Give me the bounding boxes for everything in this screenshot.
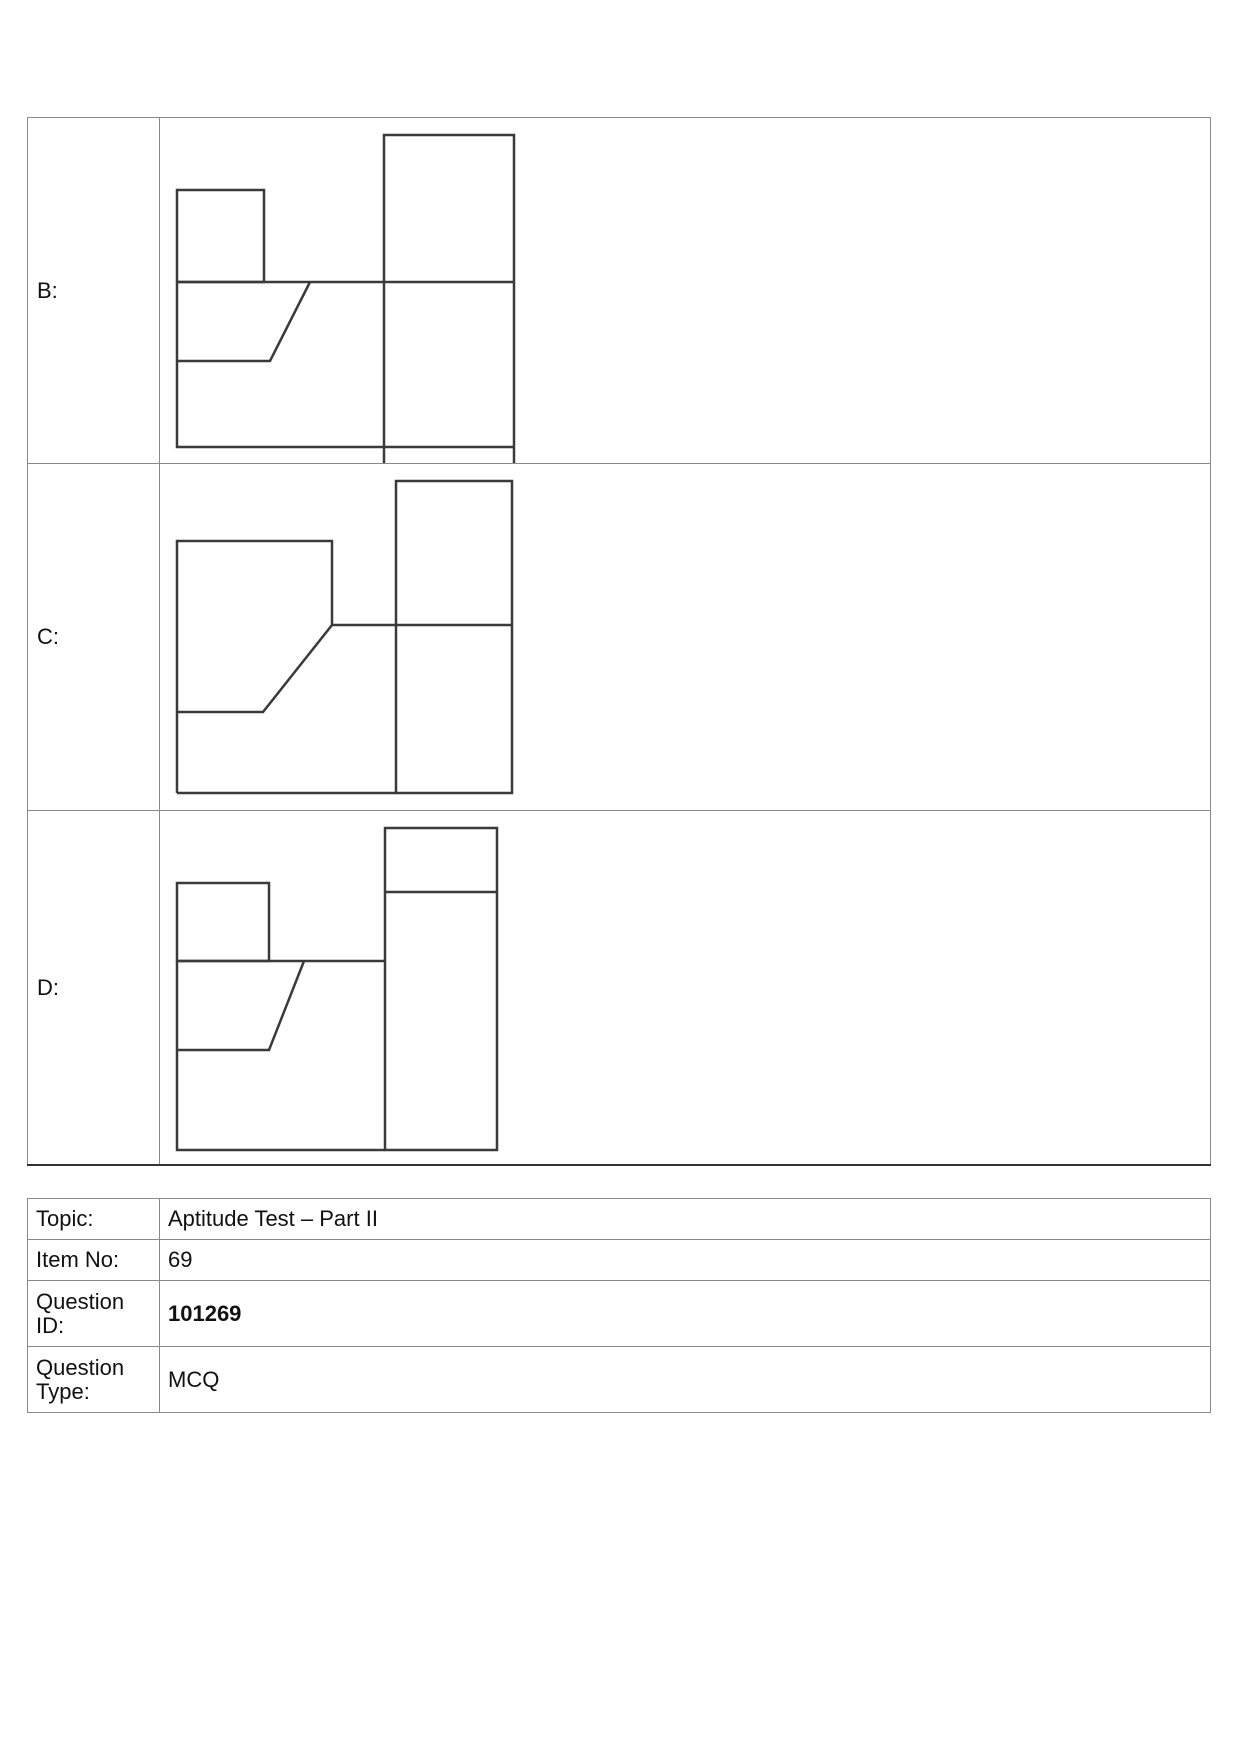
figure-c-tall-block [396,481,512,793]
option-label-b: B: [28,118,160,464]
figure-d-slanted-notch [177,961,304,1050]
question-type-label: Question Type: [28,1347,160,1413]
figure-b-slanted-notch [177,282,310,361]
figure-d-tall-block [385,828,497,1150]
figure-d-base-outline [177,961,385,1150]
topic-row [28,1199,1211,1240]
topic-value: Aptitude Test – Part II [160,1199,1211,1240]
figure-b-base-outline [177,282,514,447]
figure-b-small-block [177,190,264,282]
question-type-value: MCQ [160,1347,1211,1413]
question-id-row [28,1281,1211,1347]
figure-d-small-block [177,883,269,961]
option-figure-cell-d [160,811,1211,1166]
question-id-value: 101269 [160,1281,1211,1347]
question-type-row [28,1347,1211,1413]
option-figure-cell-b [160,118,1211,464]
figure-c-left-block [177,541,332,793]
option-label-d: D: [28,811,160,1166]
option-b-figure [160,118,560,463]
option-row-b[interactable] [28,118,1211,464]
item-no-value: 69 [160,1240,1211,1281]
option-d-figure [160,811,560,1164]
figure-b-tall-block [384,135,514,463]
topic-label: Topic: [28,1199,160,1240]
item-no-row [28,1240,1211,1281]
question-id-label: Question ID: [28,1281,160,1347]
figure-c-slanted-notch [177,625,332,712]
item-no-label: Item No: [28,1240,160,1281]
option-label-c: C: [28,464,160,811]
option-row-c[interactable] [28,464,1211,811]
option-row-d[interactable] [28,811,1211,1166]
option-c-figure [160,464,560,810]
question-metadata-table [27,1198,1211,1413]
answer-options-table [27,117,1211,1166]
option-figure-cell-c [160,464,1211,811]
